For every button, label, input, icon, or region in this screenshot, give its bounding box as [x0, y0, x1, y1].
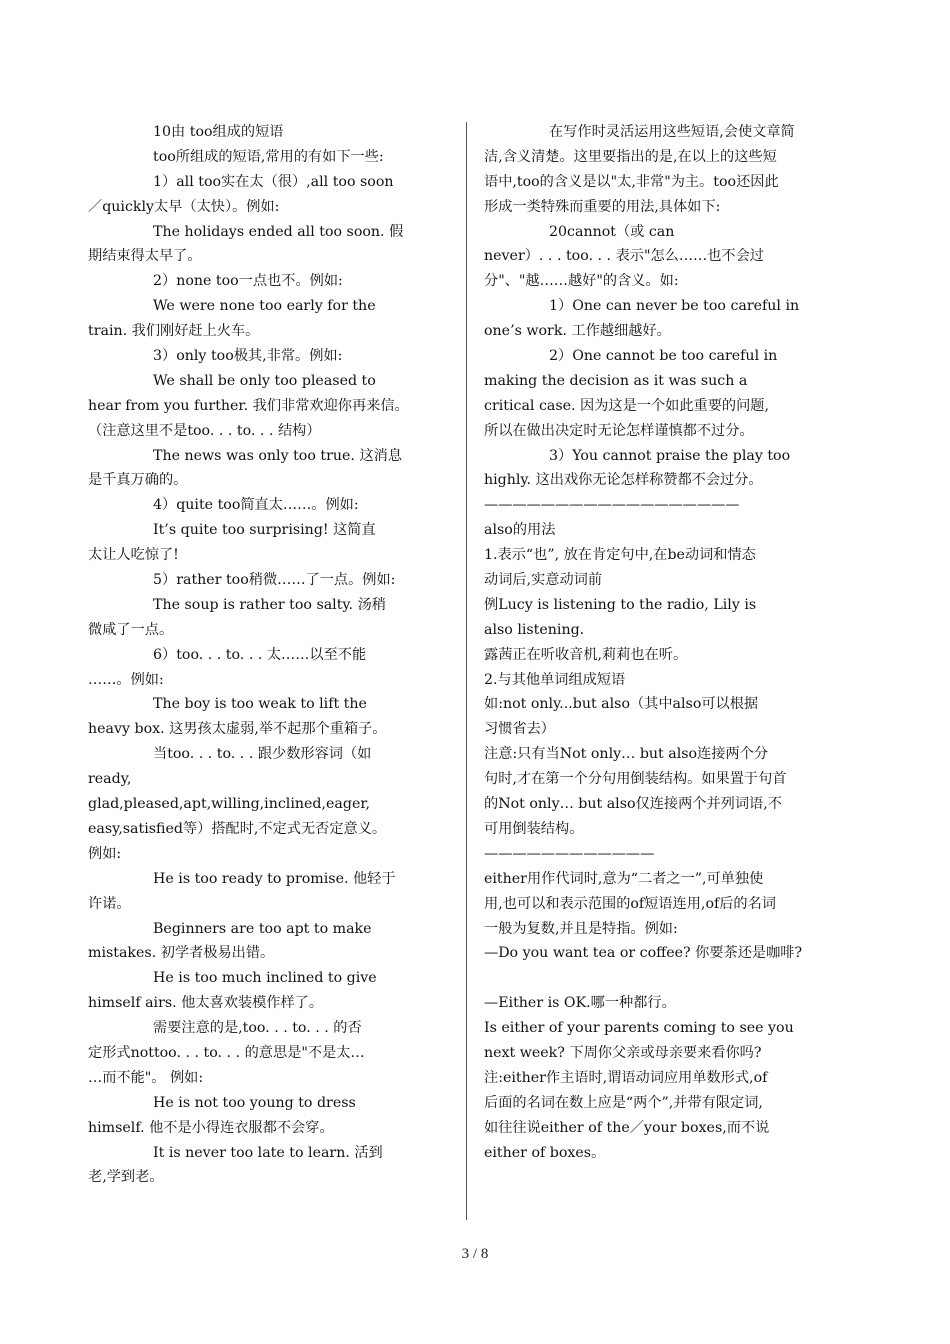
- text-line: （注意这里不是too. . . to. . . 结构）: [88, 422, 321, 439]
- text-line: 老,学到老。: [88, 1169, 164, 1186]
- text-line: critical case. 因为这是一个如此重要的问题,: [484, 397, 770, 414]
- text-line: 后面的名词在数上应是“两个”,并带有限定词,: [484, 1094, 763, 1111]
- text-line: ————————————: [484, 845, 655, 862]
- text-line: 可用倒装结构。: [484, 820, 584, 837]
- text-line: The news was only too true. 这消息: [153, 447, 403, 464]
- text-line: 分"、"越……越好"的含义。如:: [484, 273, 679, 290]
- text-line: heavy box. 这男孩太虚弱,举不起那个重箱子。: [88, 721, 387, 738]
- text-line: either用作代词时,意为“二者之一”,可单独使: [484, 870, 764, 887]
- text-line: 一般为复数,并且是特指。例如:: [484, 920, 678, 937]
- text-line: 洁,含义清楚。这里要指出的是,在以上的这些短: [484, 148, 777, 165]
- page-number: 3 / 8: [461, 1246, 489, 1262]
- text-line: 1）One can never be too careful in: [549, 298, 800, 315]
- text-line: 当too. . . to. . . 跟少数形容词（如: [153, 746, 372, 763]
- text-line: 例Lucy is listening to the radio, Lily is: [484, 596, 757, 613]
- text-line: too所组成的短语,常用的有如下一些:: [153, 148, 384, 165]
- text-line: 的Not only… but also仅连接两个并列词语,不: [484, 796, 782, 813]
- text-line: 2）none too一点也不。例如:: [153, 273, 343, 290]
- text-line: We were none too early for the: [153, 298, 376, 315]
- text-line: 2）One cannot be too careful in: [549, 348, 778, 365]
- text-line: easy,satisfied等）搭配时,不定式无否定意义。: [88, 820, 387, 837]
- text-line: 所以在做出决定时无论怎样谨慎都不过分。: [484, 422, 754, 439]
- text-line: Beginners are too apt to make: [153, 920, 372, 937]
- text-line: —Do you want tea or coffee? 你要茶还是咖啡?: [484, 945, 803, 962]
- text-line: 在写作时灵活运用这些短语,会使文章简: [549, 124, 795, 140]
- text-line: 语中,too的含义是以"太,非常"为主。too还因此: [484, 173, 779, 190]
- text-line: Is either of your parents coming to see you: [484, 1020, 794, 1037]
- text-line: himself. 他不是小得连衣服都不会穿。: [88, 1119, 334, 1136]
- right-column: [484, 120, 850, 1165]
- text-line: 形成一类特殊而重要的用法,具体如下:: [484, 198, 721, 215]
- text-line: 用,也可以和表示范围的of短语连用,of后的名词: [484, 895, 776, 912]
- text-line: ／quickly太早（太快）。例如:: [88, 198, 280, 215]
- text-line: 例如:: [88, 845, 122, 862]
- text-line: He is too ready to promise. 他轻于: [153, 870, 396, 887]
- text-line: 10由 too组成的短语: [153, 124, 284, 140]
- text-line: glad,pleased,apt,willing,inclined,eager,: [88, 796, 371, 813]
- text-line: 注意:只有当Not only… but also连接两个分: [484, 746, 769, 763]
- text-line: 太让人吃惊了!: [88, 547, 179, 564]
- text-line: 3）You cannot praise the play too: [549, 447, 791, 464]
- text-line: 期结束得太早了。: [88, 248, 202, 265]
- text-line: never）. . . too. . . 表示"怎么……也不会过: [484, 248, 764, 265]
- text-line: 如:not only...but also（其中also可以根据: [484, 696, 759, 713]
- text-line: It is never too late to learn. 活到: [153, 1144, 383, 1161]
- text-line: 注:either作主语时,谓语动词应用单数形式,of: [484, 1069, 768, 1086]
- column-divider: [466, 122, 467, 1220]
- text-line: The boy is too weak to lift the: [153, 696, 367, 713]
- text-line: ——————————————————: [484, 497, 740, 514]
- text-line: 2.与其他单词组成短语: [484, 671, 626, 688]
- text-line: 1.表示“也”, 放在肯定句中,在be动词和情态: [484, 547, 756, 564]
- text-line: mistakes. 初学者极易出错。: [88, 945, 275, 962]
- text-line: one’s work. 工作越细越好。: [484, 323, 671, 340]
- text-line: It’s quite too surprising! 这简直: [153, 522, 376, 539]
- text-line: hear from you further. 我们非常欢迎你再来信。: [88, 397, 409, 414]
- text-line: also listening.: [484, 621, 585, 638]
- text-line: 5）rather too稍微……了一点。例如:: [153, 572, 396, 589]
- text-line: 需要注意的是,too. . . to. . . 的否: [153, 1020, 362, 1037]
- text-line: —Either is OK.哪一种都行。: [484, 995, 676, 1012]
- text-line: next week? 下周你父亲或母亲要来看你吗?: [484, 1044, 762, 1061]
- text-line: We shall be only too pleased to: [153, 372, 376, 389]
- text-line: He is not too young to dress: [153, 1094, 356, 1111]
- text-line: ready,: [88, 771, 132, 788]
- text-line: himself airs. 他太喜欢装模作样了。: [88, 995, 324, 1012]
- text-line: 如往往说either of the／your boxes,而不说: [484, 1119, 770, 1136]
- text-line: 许诺。: [88, 895, 131, 912]
- text-line: The holidays ended all too soon. 假: [153, 223, 404, 240]
- text-line: 3）only too极其,非常。例如:: [153, 348, 343, 365]
- text-line: highly. 这出戏你无论怎样称赞都不会过分。: [484, 472, 763, 489]
- text-line: 习惯省去）: [484, 721, 555, 738]
- left-column: [88, 120, 456, 1190]
- text-line: 20cannot（或 can: [549, 223, 675, 240]
- text-line: 是千真万确的。: [88, 472, 188, 489]
- text-line: 微咸了一点。: [88, 621, 174, 638]
- text-line: either of boxes。: [484, 1144, 606, 1161]
- text-line: ……。例如:: [88, 671, 164, 688]
- text-line: 定形式nottoo. . . to. . . 的意思是"不是太…: [88, 1044, 365, 1061]
- text-line: 1）all too实在太（很）,all too soon: [153, 173, 394, 190]
- text-line: The soup is rather too salty. 汤稍: [153, 596, 386, 613]
- text-line: 露茜正在听收音机,莉莉也在听。: [484, 646, 688, 663]
- text-line: …而不能"。 例如:: [88, 1069, 204, 1086]
- text-line: 句时,才在第一个分句用倒装结构。如果置于句首: [484, 771, 787, 788]
- text-line: making the decision as it was such a: [484, 372, 748, 389]
- text-line: 动词后,实意动词前: [484, 572, 603, 589]
- text-line: train. 我们刚好赶上火车。: [88, 323, 260, 340]
- text-line: 4）quite too简直太……。例如:: [153, 497, 359, 514]
- text-line: He is too much inclined to give: [153, 970, 377, 987]
- text-line: also的用法: [484, 522, 556, 539]
- text-line: 6）too. . . to. . . 太……以至不能: [153, 646, 367, 663]
- text-line: [484, 966, 850, 991]
